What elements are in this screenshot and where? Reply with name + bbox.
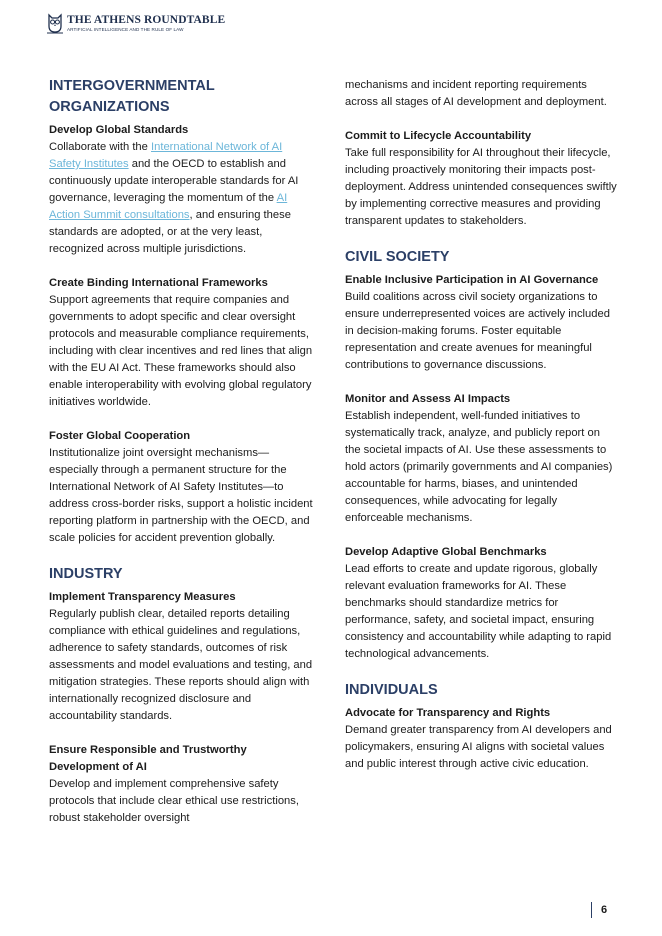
- item-body: Build coalitions across civil society organizations to ensure underrepresented voices are actively included in decision-making forums. Foster equitable representation and create avenues for meaningful contributions to governance discussions.: [345, 291, 610, 371]
- recommendation-item: [49, 275, 317, 411]
- section-civil-society: [345, 247, 617, 663]
- item-body: Support agreements that require companies and governments to adopt specific and clear oversight protocols and measurable compliance requirements, including with clear incentives and red lines that align with the EU AI Act. These frameworks should also enable interoperability with evolving global regulatory initiatives worldwide.: [49, 294, 313, 408]
- item-title: Monitor and Assess AI Impacts: [345, 393, 511, 405]
- item-title: Implement Transparency Measures: [49, 591, 236, 603]
- recommendation-item-continued: [345, 77, 617, 111]
- right-column: [345, 77, 617, 790]
- body-text: , and ensuring these standards are adopted, or at the very least, recognized across multiple jurisdictions.: [49, 209, 291, 255]
- recommendation-item: [345, 391, 617, 527]
- owl-icon: [46, 12, 64, 34]
- section-title: INTERGOVERNMENTAL ORGANIZATIONS: [49, 78, 215, 115]
- brand: [67, 14, 225, 33]
- brand-name: THE ATHENS ROUNDTABLE: [67, 13, 226, 26]
- item-title: Ensure Responsible and Trustworthy Development of AI: [49, 744, 247, 773]
- item-body: mechanisms and incident reporting requirements across all stages of AI development and deployment.: [345, 79, 607, 108]
- page-number: 6: [591, 902, 607, 918]
- recommendation-item: [49, 589, 317, 725]
- recommendation-item: [49, 428, 317, 547]
- item-title: Enable Inclusive Participation in AI Governance: [345, 274, 599, 286]
- section-industry: [49, 564, 317, 827]
- link-ai-safety-network[interactable]: International Network of AI Safety Institutes: [49, 141, 283, 170]
- left-column: [49, 76, 317, 844]
- recommendation-item: [345, 705, 617, 773]
- item-body: Lead efforts to create and update rigorous, globally relevant evaluation frameworks for AI. These benchmarks should standardize metrics for performance, safety, and societal impact, ensuring consistency and accountability while adapting to rapid technological advancements.: [345, 563, 612, 660]
- section-title: CIVIL SOCIETY: [345, 249, 450, 265]
- recommendation-item: [49, 742, 317, 827]
- item-title: Advocate for Transparency and Rights: [345, 707, 551, 719]
- item-body: Take full responsibility for AI throughout their lifecycle, including proactively monitoring their impacts post-deployment. Address unintended consequences swiftly by implementing corrective measures and providing transparent updates to stakeholders.: [345, 147, 617, 227]
- recommendation-item: [49, 122, 317, 258]
- header: [46, 12, 225, 34]
- recommendation-item: [345, 272, 617, 374]
- item-body: Establish independent, well-funded initiatives to systematically track, analyze, and publicly report on the societal impacts of AI. Use these assessments to hold actors (primarily governments and AI companies) accountable for harms, biases, and unintended consequences, while advocating for legally enforceable mechanisms.: [345, 410, 613, 524]
- link-ai-action-summit[interactable]: AI Action Summit consultations: [49, 192, 288, 221]
- body-text: Collaborate with the: [49, 141, 151, 153]
- item-title: Foster Global Cooperation: [49, 430, 191, 442]
- section-intergovernmental: [49, 76, 317, 547]
- section-title: INDIVIDUALS: [345, 682, 438, 698]
- item-body: Demand greater transparency from AI developers and policymakers, ensuring AI aligns with societal values and public interest through active civic education.: [345, 724, 612, 770]
- item-body: Regularly publish clear, detailed reports detailing compliance with ethical guidelines and regulations, adherence to safety standards, outcomes of risk assessments and model evaluations and testing, and mitigation strategies. These reports should align with internationally recognized disclosure and accountability standards.: [49, 608, 313, 722]
- item-title: Create Binding International Frameworks: [49, 277, 268, 289]
- recommendation-item: [345, 128, 617, 230]
- item-title: Develop Adaptive Global Benchmarks: [345, 546, 547, 558]
- item-body: Develop and implement comprehensive safety protocols that include clear ethical use restrictions, robust stakeholder oversight: [49, 778, 299, 824]
- section-title: INDUSTRY: [49, 566, 123, 582]
- item-body: [49, 139, 317, 258]
- item-title: Develop Global Standards: [49, 124, 189, 136]
- section-individuals: [345, 680, 617, 773]
- recommendation-item: [345, 544, 617, 663]
- item-title: Commit to Lifecycle Accountability: [345, 130, 532, 142]
- body-text: and the OECD to establish and continuously update interoperable standards for AI governance, leveraging the momentum of the: [49, 158, 299, 204]
- brand-subtitle: ARTIFICIAL INTELLIGENCE AND THE RULE OF LAW: [67, 26, 184, 32]
- item-body: Institutionalize joint oversight mechanisms—especially through a permanent structure for the International Network of AI Safety Institutes—to address cross-border risks, support a holistic incident reporting platform in partnership with the OECD, and scale policies for accident prevention globally.: [49, 447, 313, 544]
